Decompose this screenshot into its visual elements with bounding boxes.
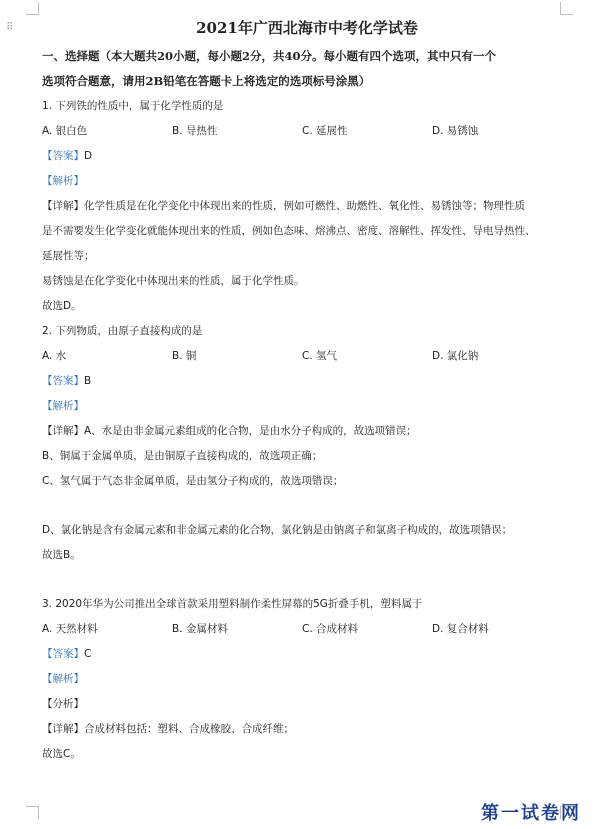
detail-line: 【详解】化学性质是在化学变化中体现出来的性质，例如可燃性、助燃性、氧化性、易锈蚀等；物理性质 [42,200,525,212]
answer-tag: 【答案】 [42,375,84,387]
blank-line [42,494,572,518]
answer-value: B [84,375,92,387]
section-heading [42,44,572,94]
analysis-line [42,394,572,419]
drag-handle-icon[interactable]: ⠿ [6,22,15,33]
analysis-line [42,667,572,692]
answer-value: C [84,648,92,660]
option: A. 银白色 [42,125,88,137]
analysis-tag: 【解析】 [42,673,84,685]
section-heading-line: 选项符合题意，请用2B铅笔在答题卡上将选定的选项标号涂黑） [42,74,371,88]
question-stem: 1. 下列铁的性质中，属于化学性质的是 [42,100,224,112]
page-title: 2021年广西北海市中考化学试卷 [196,19,418,37]
option: C. 延展性 [302,125,348,137]
detail-line: 易锈蚀是在化学变化中体现出来的性质，属于化学性质。 [42,275,305,287]
page-corner-mark [560,2,573,15]
detail-tag: 【详解】 [42,723,84,735]
option: C. 氢气 [302,350,338,362]
answer-line [42,144,572,169]
question-stem: 3. 2020年华为公司推出全球首款采用塑料制作柔性屏幕的5G折叠手机，塑料属于 [42,598,423,610]
detail-line: D、氯化钠是含有金属元素和非金属元素的化合物，氯化钠是由钠离子和氯离子构成的，故选项错误； [42,524,513,536]
option: B. 金属材料 [172,623,228,635]
detail-line: 【详解】合成材料包括：塑料、合成橡胶、合成纤维； [42,723,294,735]
page-corner-mark [26,806,39,819]
detail-line: 【详解】A、水是由非金属元素组成的化合物，是由水分子构成的，故选项错误； [42,425,417,437]
detail-paragraph [42,194,572,294]
conclusion: 故选C。 [42,748,81,760]
fenxi-line [42,692,572,717]
option: D. 氯化钠 [432,350,479,362]
option: A. 水 [42,350,67,362]
detail-line: 是不需要发生化学变化就能体现出来的性质，例如色态味、熔沸点、密度、溶解性、挥发性、导电导热性、 [42,225,536,237]
page-corner-mark [26,2,39,15]
fenxi-tag: 【分析】 [42,698,84,710]
option: B. 导热性 [172,125,218,137]
option: A. 天然材料 [42,623,98,635]
detail-tag: 【详解】 [42,200,84,212]
option: C. 合成材料 [302,623,359,635]
option: B. 铜 [172,350,197,362]
detail-line: 延展性等； [42,250,95,262]
option: D. 复合材料 [432,623,489,635]
conclusion: 故选B。 [42,549,81,561]
section-heading-line: 一、选择题（本大题共20小题，每小题2分，共40分。每小题有四个选项，其中只有一个 [42,49,497,63]
document-page [42,16,572,767]
question-stem: 2. 下列物质，由原子直接构成的是 [42,325,203,337]
conclusion: 故选D。 [42,300,82,312]
watermark-logo: 第一试卷网 [481,803,581,824]
question-options [42,344,572,369]
detail-line: C、氢气属于气态非金属单质，是由氢分子构成的，故选项错误； [42,475,344,487]
answer-tag: 【答案】 [42,648,84,660]
blank-line [42,568,572,592]
detail-tag: 【详解】 [42,425,84,437]
analysis-tag: 【解析】 [42,175,84,187]
question-options [42,119,572,144]
answer-value: D [84,150,93,162]
question-options [42,617,572,642]
analysis-tag: 【解析】 [42,400,84,412]
answer-tag: 【答案】 [42,150,84,162]
answer-line [42,369,572,394]
detail-line: B、铜属于金属单质，是由铜原子直接构成的，故选项正确； [42,450,323,462]
analysis-line [42,169,572,194]
option: D. 易锈蚀 [432,125,479,137]
answer-line [42,642,572,667]
